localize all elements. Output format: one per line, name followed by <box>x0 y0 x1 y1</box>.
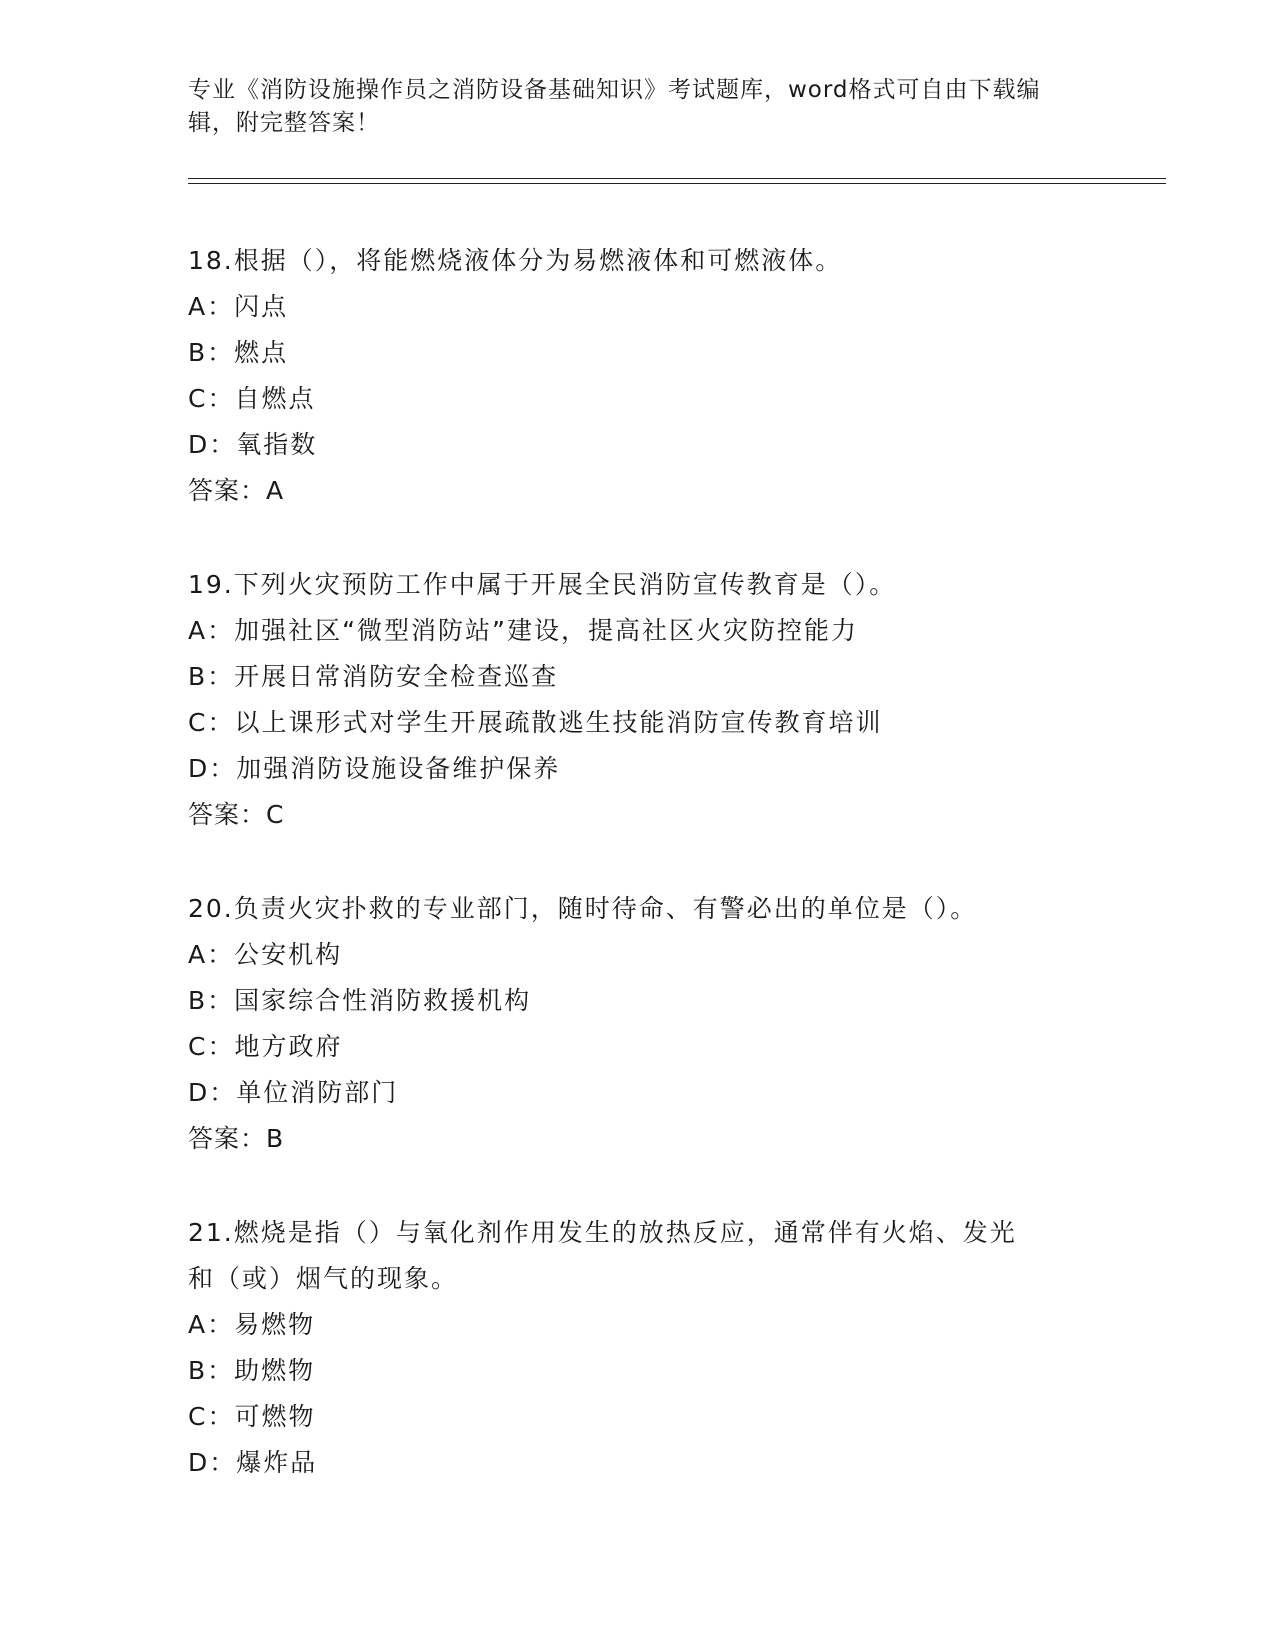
option-d: D：单位消防部门 <box>188 1078 399 1107</box>
option-c: C：可燃物 <box>188 1402 316 1431</box>
option-a: A：闪点 <box>188 292 289 321</box>
header-divider-top <box>188 178 1166 179</box>
header-line-1: 专业《消防设施操作员之消防设备基础知识》考试题库，word格式可自由下载编 <box>188 77 1041 103</box>
option-b: B：助燃物 <box>188 1356 316 1385</box>
answer-line: 答案：B <box>188 1124 285 1153</box>
option-d: D：加强消防设施设备维护保养 <box>188 754 561 783</box>
option-c: C：自燃点 <box>188 384 316 413</box>
question-stem-continued: 和（或）烟气的现象。 <box>188 1264 459 1293</box>
question-18 <box>188 238 1088 514</box>
question-stem: 18.根据（），将能燃烧液体分为易燃液体和可燃液体。 <box>188 246 843 275</box>
option-c: C：地方政府 <box>188 1032 343 1061</box>
question-stem: 21.燃烧是指（）与氧化剂作用发生的放热反应，通常伴有火焰、发光 <box>188 1218 1017 1247</box>
question-20 <box>188 886 1088 1162</box>
option-b: B：国家综合性消防救援机构 <box>188 986 532 1015</box>
answer-line: 答案：A <box>188 476 285 505</box>
option-b: B：开展日常消防安全检查巡查 <box>188 662 559 691</box>
option-a: A：易燃物 <box>188 1310 316 1339</box>
question-list <box>188 238 1088 1534</box>
option-a: A：加强社区“微型消防站”建设，提高社区火灾防控能力 <box>188 616 859 645</box>
answer-line: 答案：C <box>188 800 285 829</box>
header-divider-bottom <box>188 183 1166 184</box>
question-21 <box>188 1210 1088 1486</box>
option-c: C：以上课形式对学生开展疏散逃生技能消防宣传教育培训 <box>188 708 883 737</box>
question-19 <box>188 562 1088 838</box>
option-a: A：公安机构 <box>188 940 343 969</box>
question-stem: 20.负责火灾扑救的专业部门，随时待命、有警必出的单位是（）。 <box>188 894 978 923</box>
header-line-2: 辑，附完整答案！ <box>188 110 380 136</box>
option-d: D：氧指数 <box>188 430 318 459</box>
document-header <box>188 74 1078 140</box>
option-b: B：燃点 <box>188 338 289 367</box>
option-d: D：爆炸品 <box>188 1448 318 1477</box>
question-stem: 19.下列火灾预防工作中属于开展全民消防宣传教育是（）。 <box>188 570 897 599</box>
